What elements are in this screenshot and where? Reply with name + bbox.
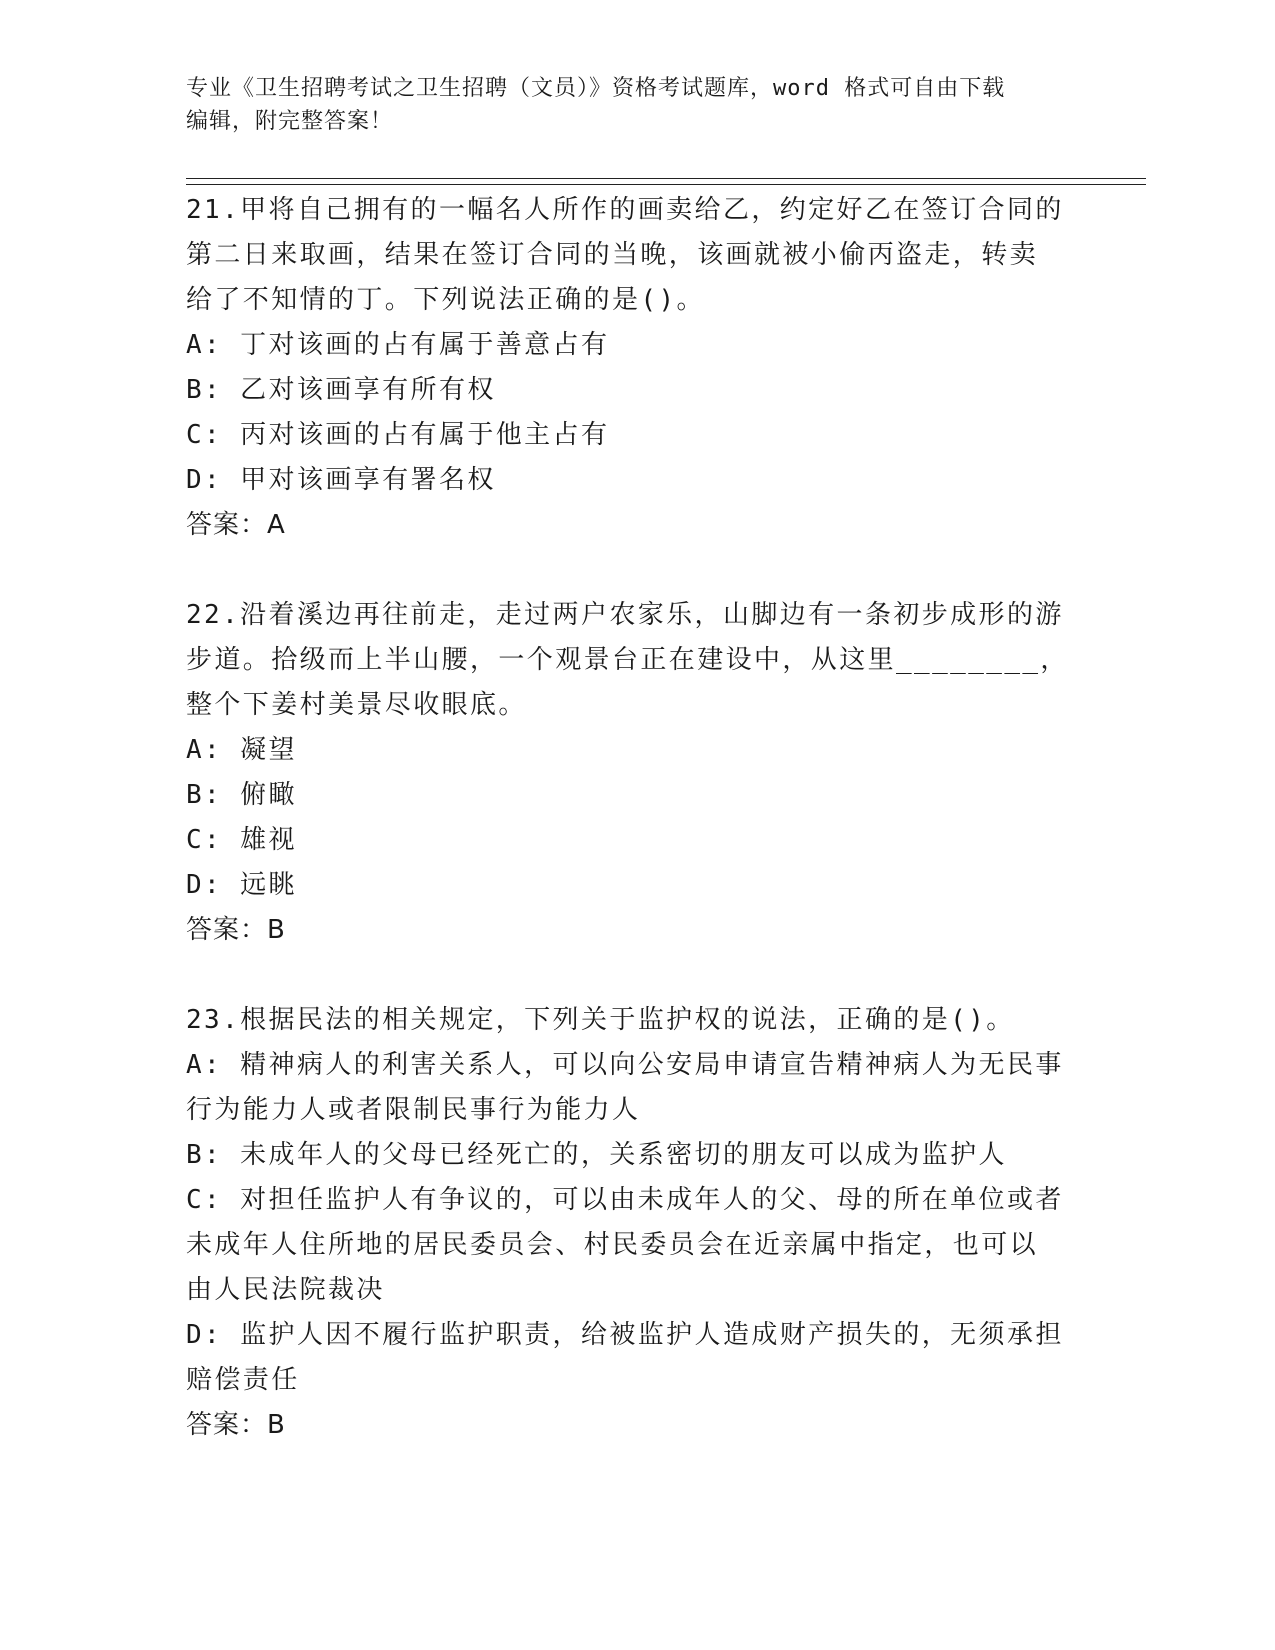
question-stem-line: 21.甲将自己拥有的一幅名人所作的画卖给乙，约定好乙在签订合同的 — [186, 195, 1064, 225]
question-stem-line: 22.沿着溪边再往前走，走过两户农家乐，山脚边有一条初步成形的游 — [186, 600, 1064, 630]
header-line-2: 编辑，附完整答案！ — [186, 109, 394, 134]
question-stem-line: 给了不知情的丁。下列说法正确的是()。 — [186, 285, 705, 315]
question-stem-line: 23.根据民法的相关规定，下列关于监护权的说法，正确的是()。 — [186, 1005, 1015, 1035]
option-c: C: 对担任监护人有争议的，可以由未成年人的父、母的所在单位或者 — [186, 1185, 1064, 1215]
question-stem-line: 第二日来取画，结果在签订合同的当晚，该画就被小偷丙盗走，转卖 — [186, 240, 1039, 270]
answer-label: 答案：B — [186, 915, 286, 945]
question-list — [186, 188, 1076, 1493]
option-b: B: 乙对该画享有所有权 — [186, 375, 496, 405]
answer-label: 答案：B — [186, 1410, 286, 1440]
option-c-continued: 由人民法院裁决 — [186, 1275, 385, 1305]
option-a: A: 丁对该画的占有属于善意占有 — [186, 330, 610, 360]
option-d-continued: 赔偿责任 — [186, 1365, 300, 1395]
question-stem-line: 整个下姜村美景尽收眼底。 — [186, 690, 527, 720]
option-c: C: 雄视 — [186, 825, 297, 855]
question-22 — [186, 593, 1076, 953]
option-d: D: 甲对该画享有署名权 — [186, 465, 496, 495]
answer-label: 答案：A — [186, 510, 286, 540]
page-header — [186, 72, 1066, 138]
option-c-continued: 未成年人住所地的居民委员会、村民委员会在近亲属中指定，也可以 — [186, 1230, 1039, 1260]
option-d: D: 远眺 — [186, 870, 297, 900]
option-d: D: 监护人因不履行监护职责，给被监护人造成财产损失的，无须承担 — [186, 1320, 1064, 1350]
question-stem-line: 步道。拾级而上半山腰，一个观景台正在建设中，从这里________， — [186, 645, 1069, 675]
question-21 — [186, 188, 1076, 548]
header-divider — [186, 178, 1146, 185]
header-line-1: 专业《卫生招聘考试之卫生招聘（文员）》资格考试题库，word 格式可自由下载 — [186, 76, 1006, 101]
option-c: C: 丙对该画的占有属于他主占有 — [186, 420, 610, 450]
option-a-continued: 行为能力人或者限制民事行为能力人 — [186, 1095, 641, 1125]
option-a: A: 精神病人的利害关系人，可以向公安局申请宣告精神病人为无民事 — [186, 1050, 1064, 1080]
option-b: B: 未成年人的父母已经死亡的，关系密切的朋友可以成为监护人 — [186, 1140, 1007, 1170]
option-b: B: 俯瞰 — [186, 780, 297, 810]
option-a: A: 凝望 — [186, 735, 297, 765]
question-23 — [186, 998, 1076, 1448]
